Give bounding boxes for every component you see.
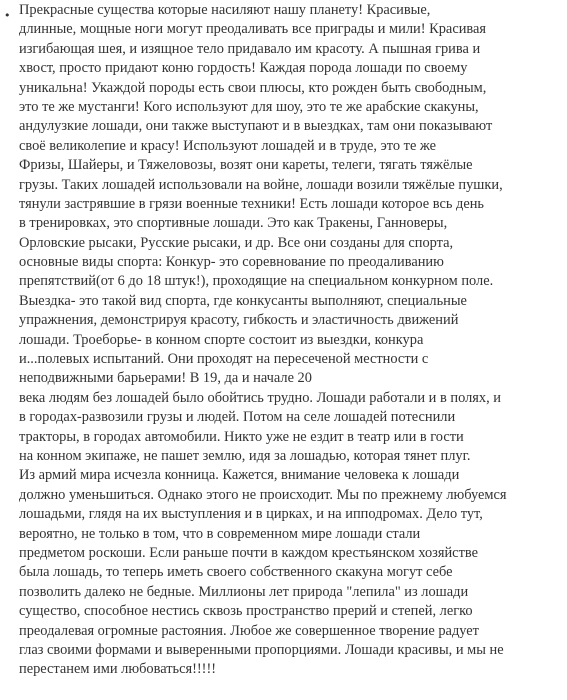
text-line: уникальна! Укаждой породы есть свои плюсы, кто рожден быть свободным, [19,79,487,96]
text-line: предметом роскоши. Если раньше почти в каждом крестьянском хозяйстве [19,544,478,561]
text-line: должно уменьшиться. Однако этого не происходит. Мы по прежнему любуемся [19,486,507,503]
text-line: века людям без лошадей было обойтись трудно. Лошади работали и в полях, и [19,389,501,406]
text-line: Орловские рысаки, Русские рысаки, и др. Все они созданы для спорта, [19,234,454,251]
text-line: на конном экипаже, не пашет землю, идя за лошадью, которая тянет плуг. [19,447,471,464]
text-line: лошадьми, глядя на их выступления и в цирках, и на ипподромах. Дело тут, [19,506,483,523]
text-line: тянули застрявшие в грязи военные техники! Есть лошади которое всь день [19,195,484,212]
text-line: была лошадь, то теперь иметь своего собственного скакуна могут себе [19,564,453,581]
bullet-icon: • [4,9,11,22]
text-line: в тренировках, это спортивные лошади. Это как Тракены, Ганноверы, [19,215,448,232]
text-line: Прекрасные существа которые насиляют нашу планету! Красивые, [19,2,431,18]
text-line: преодалевая огромные растояния. Любое же совершенное творение радует [19,622,479,639]
text-line: существо, способное нестись сквозь пространство прерий и степей, легко [19,603,473,620]
text-line: неподвижными барьерами! В 19, да и начале 20 [19,370,312,387]
text-line: Выездка- это такой вид спорта, где конкусанты выполняют, специальные [19,292,467,309]
text-line: глаз своими формами и выверенными пропорциями. Лошади красивы, и мы не [19,641,504,658]
text-line: позволить далеко не бедные. Миллионы лет природа "лепила" из лошади [19,583,469,600]
text-line: в городах-развозили грузы и людей. Потом на селе лошадей потеснили [19,409,456,426]
text-line: грузы. Таких лошадей использовали на войне, лошади возили тяжёлые пушки, [19,176,503,193]
text-line: препятствий(от 6 до 18 штук!), проходящие на специальном конкурном поле. [19,273,494,290]
text-line: перестанем ими любоваться!!!!! [19,661,217,678]
text-line: упражнения, демонстрируя красоту, гибкость и эластичность движений [19,312,459,329]
text-line: Фризы, Шайеры, и Тяжеловозы, возят они кареты, телеги, тягать тяжёлые [19,157,473,174]
text-line: основные виды спорта: Конкур- это соревнование по преодаливанию [19,254,444,271]
text-line: Из армий мира исчезла конница. Кажется, внимание человека к лошади [19,467,460,484]
text-line: длинные, мощные ноги могут преодаливать все приграды и мили! Красивая [19,21,487,38]
text-line: вероятно, не только в том, что в современном мире лошади стали [19,525,421,542]
text-line: и...полевых испытаний. Они проходят на пересеченой местности с [19,351,429,368]
article-text [19,1,567,680]
text-line: лошади. Троеборье- в конном спорте состоит из выездки, конкура [19,331,424,348]
text-line: тракторы, в городах автомобили. Никто уже не ездит в театр или в гости [19,428,464,445]
text-line: андулузкие лошади, они также выступают и в выездках, там они показывают [19,118,493,135]
text-line: изгибающая шея, и изящное тело придавало им красоту. А пышная грива и [19,40,481,57]
text-line: своё великолепие и красу! Используют лошадей и в труде, это те же [19,137,437,154]
text-line: хвост, просто придают коню гордость! Каждая порода лошади по своему [19,60,468,77]
text-line: это те же мустанги! Кого используют для шоу, это те же арабские скакуны, [19,98,479,115]
